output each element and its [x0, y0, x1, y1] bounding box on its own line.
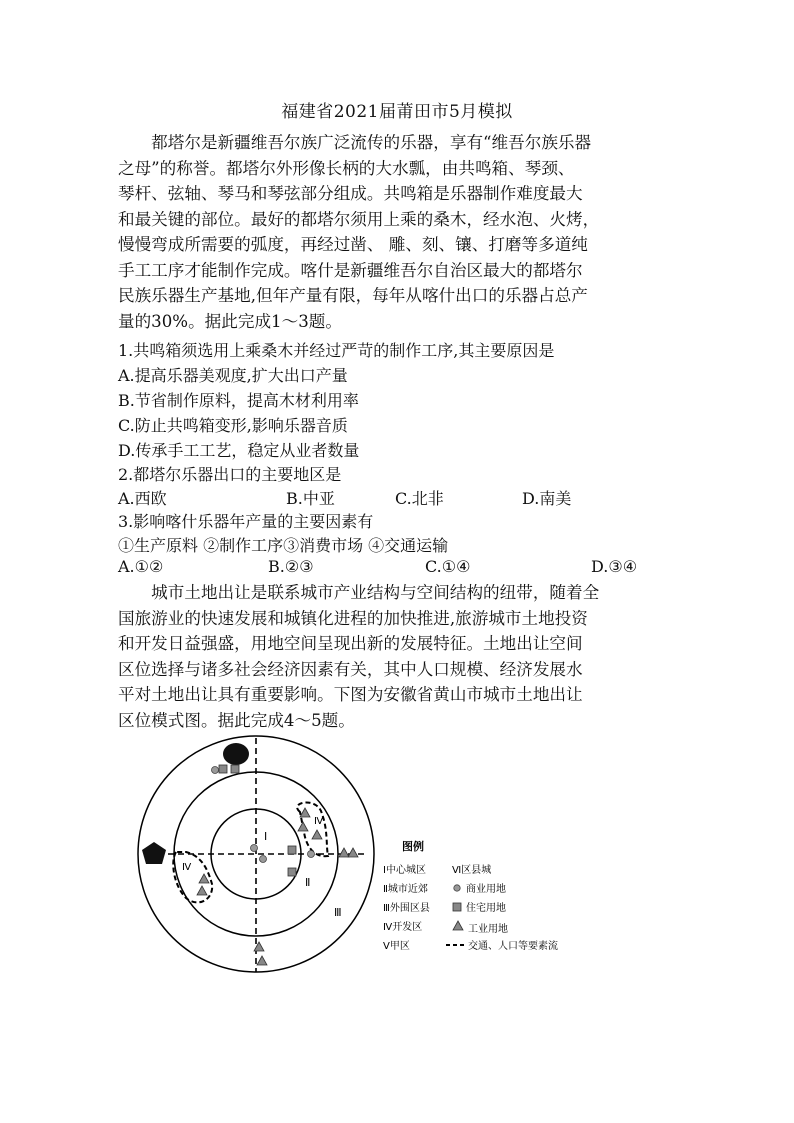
- legend-commercial: 商业用地: [466, 884, 506, 895]
- q3-stem: 3.影响喀什乐器年产量的主要因素有: [118, 512, 374, 531]
- q2-option-a: A.西欧: [118, 489, 167, 508]
- industrial-marker: [339, 848, 349, 857]
- q3-choices: ①生产原料 ②制作工序③消费市场 ④交通运输: [118, 536, 449, 555]
- industrial-marker: [298, 822, 308, 831]
- district-a-pentagon: [142, 842, 166, 864]
- legend-residential: 住宅用地: [466, 903, 506, 914]
- residential-marker: [288, 846, 296, 854]
- q2-option-b: B.中亚: [286, 489, 335, 508]
- residential-marker: [231, 765, 239, 773]
- industrial-marker: [197, 886, 207, 895]
- passage-line: 区位选择与诸多社会经济因素有关，其中人口规模、经济发展水: [118, 659, 583, 679]
- passage-line: 民族乐器生产基地,但年产量有限，每年从喀什出口的乐器占总产: [118, 286, 588, 305]
- zone-label-3: Ⅲ: [334, 906, 342, 919]
- zone-label-4-west: Ⅳ: [182, 862, 192, 873]
- passage-line: 和开发日益强盛，用地空间呈现出新的发展特征。土地出让空间: [118, 634, 583, 653]
- passage-line: 慢慢弯成所需要的弧度，再经过凿、 雕、刻、镶、打磨等多道纯: [118, 235, 588, 254]
- legend-industrial: 工业用地: [468, 924, 508, 935]
- passage-line: 国旅游业的快速发展和城镇化进程的加快推进,旅游城市土地投资: [118, 608, 588, 628]
- zone-label-1: Ⅰ: [264, 830, 268, 843]
- commercial-marker: [251, 845, 258, 852]
- legend-industrial-icon: [453, 921, 463, 930]
- q3-option-a: A.①②: [118, 557, 164, 576]
- passage-line: 都塔尔是新疆维吾尔族广泛流传的乐器，享有“维吾尔族乐器: [118, 133, 592, 152]
- industrial-marker: [199, 874, 209, 883]
- legend-title: 图例: [402, 840, 424, 853]
- passage-line: 手工工序才能制作完成。喀什是新疆维吾尔自治区最大的都塔尔: [118, 260, 583, 280]
- industrial-marker: [348, 848, 358, 857]
- q3-option-d: D.③④: [591, 557, 638, 576]
- legend-zone-5: Ⅴ甲区: [383, 941, 410, 952]
- residential-marker: [288, 868, 296, 876]
- q1-option-b: B.节省制作原料，提高木材利用率: [118, 391, 359, 410]
- q3-option-b: B.②③: [268, 557, 314, 576]
- legend-zone-6: Ⅵ区县城: [452, 865, 492, 876]
- industrial-marker: [257, 956, 267, 965]
- zone-label-2: Ⅱ: [305, 876, 311, 889]
- q1-option-d: D.传承手工工艺，稳定从业者数量: [118, 441, 360, 460]
- passage-1: [118, 130, 678, 334]
- passage-line: 之母”的称誉。都塔尔外形像长柄的大水瓢，由共鸣箱、琴颈、: [118, 158, 575, 178]
- q2-stem: 2.都塔尔乐器出口的主要地区是: [118, 465, 342, 484]
- passage-line: 琴杆、弦轴、琴马和琴弦部分组成。共鸣箱是乐器制作难度最大: [118, 184, 583, 203]
- passage-line: 区位模式图。据此完成4～5题。: [118, 710, 355, 730]
- land-transfer-diagram: [128, 734, 608, 988]
- page-title: 福建省2021届莆田市5月模拟: [281, 102, 513, 122]
- passage-2: [118, 580, 678, 733]
- legend-zone-3: Ⅲ外围区县: [383, 903, 430, 914]
- legend-zone-4: Ⅳ开发区: [383, 922, 423, 933]
- q1-option-c: C.防止共鸣箱变形,影响乐器音质: [118, 416, 348, 435]
- zone-label-4-east: Ⅳ: [314, 816, 324, 827]
- industrial-marker: [312, 830, 322, 839]
- q2-option-d: D.南美: [522, 489, 572, 508]
- residential-marker: [219, 765, 227, 773]
- q1-stem: 1.共鸣箱须选用上乘桑木并经过严苛的制作工序,其主要原因是: [118, 341, 555, 360]
- q2-option-c: C.北非: [395, 489, 444, 508]
- commercial-marker: [212, 767, 219, 774]
- passage-line: 量的30%。据此完成1～3题。: [118, 311, 342, 331]
- legend-zone-1: Ⅰ中心城区: [383, 865, 426, 876]
- q1-option-a: A.提高乐器美观度,扩大出口产量: [118, 366, 348, 385]
- legend-residential-icon: [453, 903, 461, 911]
- legend-zone-2: Ⅱ城市近郊: [383, 884, 428, 895]
- commercial-marker: [260, 856, 267, 863]
- passage-line: 城市土地出让是联系城市产业结构与空间结构的纽带，随着全: [118, 583, 600, 602]
- industrial-marker: [300, 808, 310, 817]
- legend-flow: 交通、人口等要素流: [468, 941, 558, 952]
- q3-option-c: C.①④: [425, 557, 471, 576]
- passage-line: 和最关键的部位。最好的都塔尔须用上乘的桑木，经水泡、火烤，: [118, 209, 600, 229]
- commercial-marker: [308, 851, 315, 858]
- county-town-blob: [223, 743, 249, 765]
- legend-commercial-icon: [454, 885, 460, 891]
- passage-line: 平对土地出让具有重要影响。下图为安徽省黄山市城市土地出让: [118, 685, 583, 704]
